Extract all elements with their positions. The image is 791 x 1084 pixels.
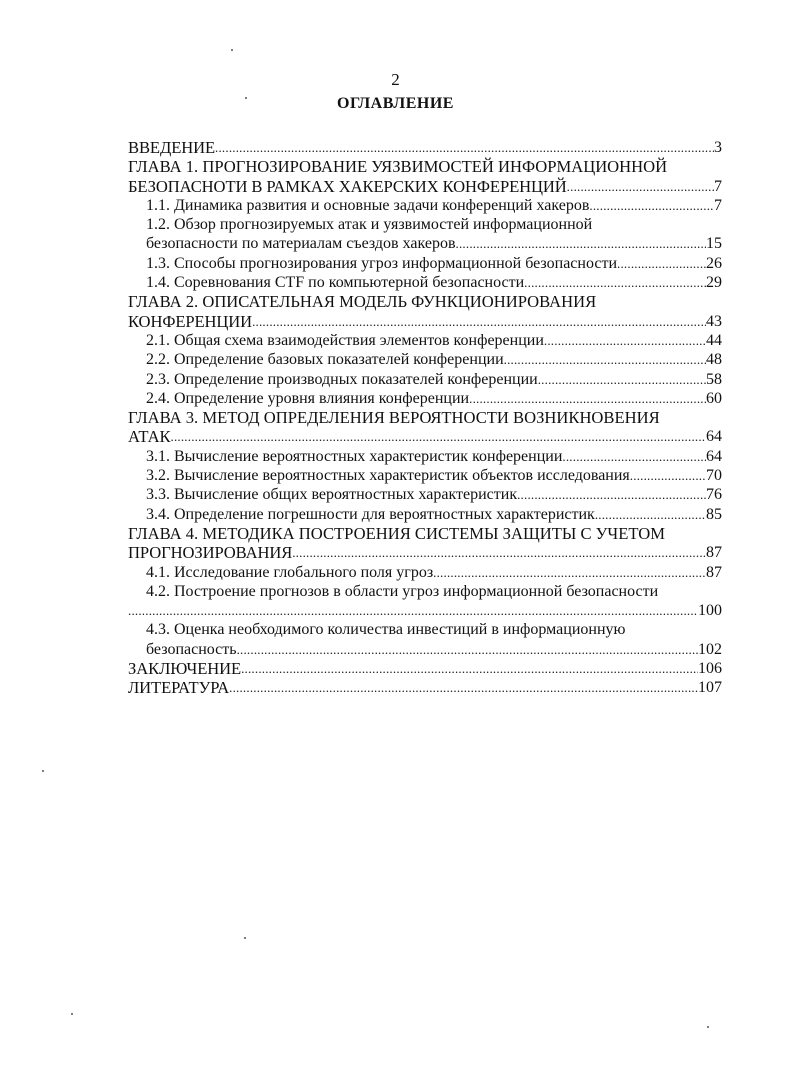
toc-entry-page: 85 bbox=[706, 505, 722, 523]
toc-entry-page: 87 bbox=[706, 563, 722, 581]
dot-leader bbox=[517, 485, 706, 504]
scan-speck bbox=[231, 49, 233, 51]
toc-entry-2-1[interactable] bbox=[128, 331, 722, 350]
dot-leader bbox=[538, 370, 706, 389]
toc-entry-title: АТАК bbox=[128, 427, 171, 447]
toc-entry-page: 43 bbox=[706, 312, 722, 330]
toc-entry-conclusion[interactable] bbox=[128, 659, 722, 678]
dot-leader bbox=[524, 273, 706, 292]
toc-entry-chapter-4[interactable] bbox=[128, 543, 722, 562]
toc-entry-title: 2.4. Определение уровня влияния конференции bbox=[146, 389, 470, 407]
toc-entry-title: БЕЗОПАСНОТИ В РАМКАХ ХАКЕРСКИХ КОНФЕРЕНЦИЙ bbox=[128, 176, 567, 196]
toc-entry-title: 3.4. Определение погрешности для вероятностных характеристик bbox=[146, 505, 595, 523]
scan-speck bbox=[244, 937, 246, 939]
toc-entry-3-4[interactable] bbox=[128, 505, 722, 524]
toc-entry-title: 3.2. Вычисление вероятностных характеристик объектов исследования bbox=[146, 467, 630, 485]
scan-speck bbox=[42, 770, 44, 772]
dot-leader bbox=[241, 659, 698, 678]
toc-entry-page: 102 bbox=[698, 640, 722, 658]
toc-entry-page: 76 bbox=[706, 486, 722, 504]
toc-entry-page: 3 bbox=[714, 139, 722, 156]
toc-entry-title: 2.2. Определение базовых показателей конференции bbox=[146, 351, 504, 369]
dot-leader bbox=[292, 543, 706, 562]
toc-entry-introduction[interactable] bbox=[128, 138, 722, 157]
dot-leader bbox=[504, 350, 706, 369]
page-number: 2 bbox=[391, 70, 400, 89]
toc-entry-page: 64 bbox=[706, 428, 722, 446]
toc-entry-page: 7 bbox=[714, 196, 722, 214]
toc-entry-2-4[interactable] bbox=[128, 389, 722, 408]
dot-leader bbox=[562, 447, 706, 466]
toc-entry-chapter-1[interactable] bbox=[128, 177, 722, 196]
dot-leader bbox=[544, 331, 706, 350]
toc-entry-4-3-heading[interactable]: 4.3. Оценка необходимого количества инвестиций в информационную bbox=[146, 621, 626, 639]
toc-entry-1-3[interactable] bbox=[128, 254, 722, 273]
toc-entry-3-2[interactable] bbox=[128, 466, 722, 485]
dot-leader bbox=[595, 505, 706, 524]
dot-leader bbox=[128, 601, 698, 620]
dot-leader bbox=[567, 177, 714, 196]
toc-entry-title: ВВЕДЕНИЕ bbox=[128, 138, 216, 157]
toc-entry-1-2-heading[interactable]: 1.2. Обзор прогнозируемых атак и уязвимостей информационной bbox=[146, 216, 593, 234]
toc-entry-page: 107 bbox=[698, 679, 722, 697]
dot-leader bbox=[237, 640, 698, 659]
table-of-contents bbox=[128, 138, 722, 698]
toc-entry-title: 1.3. Способы прогнозирования угроз информационной безопасности bbox=[146, 254, 618, 272]
scan-speck bbox=[707, 1026, 709, 1028]
toc-entry-page: 87 bbox=[706, 544, 722, 562]
toc-entry-title: 1.1. Динамика развития и основные задачи конференций хакеров bbox=[146, 196, 590, 214]
toc-entry-1-2[interactable] bbox=[128, 234, 722, 253]
toc-entry-2-3[interactable] bbox=[128, 370, 722, 389]
toc-entry-page: 29 bbox=[706, 274, 722, 292]
toc-entry-1-4[interactable] bbox=[128, 273, 722, 292]
toc-entry-chapter-3[interactable] bbox=[128, 427, 722, 446]
toc-entry-page: 60 bbox=[706, 389, 722, 407]
toc-entry-title: ПРОГНОЗИРОВАНИЯ bbox=[128, 543, 293, 563]
dot-leader bbox=[252, 312, 706, 331]
toc-entry-page: 64 bbox=[706, 447, 722, 465]
toc-chapter-4-heading[interactable]: ГЛАВА 4. МЕТОДИКА ПОСТРОЕНИЯ СИСТЕМЫ ЗАЩИТЫ С УЧЕТОМ bbox=[128, 523, 665, 543]
scan-speck bbox=[71, 1013, 73, 1015]
dot-leader bbox=[456, 234, 706, 253]
toc-entry-page: 106 bbox=[698, 660, 722, 678]
toc-entry-title: 4.1. Исследование глобального поля угроз bbox=[146, 563, 434, 581]
toc-entry-title: 3.3. Вычисление общих вероятностных характеристик bbox=[146, 486, 518, 504]
dot-leader bbox=[215, 138, 714, 157]
toc-entry-title: КОНФЕРЕНЦИИ bbox=[128, 311, 253, 331]
dot-leader bbox=[630, 466, 706, 485]
toc-entry-2-2[interactable] bbox=[128, 350, 722, 369]
toc-entry-title: безопасность bbox=[146, 640, 237, 658]
toc-chapter-3-heading[interactable]: ГЛАВА 3. МЕТОД ОПРЕДЕЛЕНИЯ ВЕРОЯТНОСТИ ВОЗНИКНОВЕНИЯ bbox=[128, 408, 660, 428]
toc-entry-title: 2.1. Общая схема взаимодействия элементов конференции bbox=[146, 331, 544, 349]
toc-entry-3-1[interactable] bbox=[128, 447, 722, 466]
toc-entry-4-1[interactable] bbox=[128, 563, 722, 582]
toc-entry-literature[interactable] bbox=[128, 678, 722, 697]
toc-entry-page: 58 bbox=[706, 370, 722, 388]
toc-entry-page: 70 bbox=[706, 467, 722, 485]
toc-entry-4-3[interactable] bbox=[128, 640, 722, 659]
toc-entry-page: 26 bbox=[706, 254, 722, 272]
dot-leader bbox=[469, 389, 706, 408]
toc-entry-page: 44 bbox=[706, 331, 722, 349]
toc-entry-title: безопасности по материалам съездов хакеров bbox=[146, 235, 456, 253]
toc-entry-title: ЗАКЛЮЧЕНИЕ bbox=[128, 659, 242, 679]
toc-entry-title: 3.1. Вычисление вероятностных характеристик конференции bbox=[146, 447, 563, 465]
toc-entry-page: 7 bbox=[714, 177, 722, 195]
toc-entry-chapter-2[interactable] bbox=[128, 312, 722, 331]
toc-entry-4-2-heading[interactable]: 4.2. Построение прогнозов в области угроз информационной безопасности bbox=[146, 582, 659, 600]
toc-entry-1-1[interactable] bbox=[128, 196, 722, 215]
toc-entry-title: 2.3. Определение производных показателей конференции bbox=[146, 370, 538, 388]
toc-entry-title: 1.4. Соревнования CTF по компьютерной безопасности bbox=[146, 274, 525, 292]
toc-entry-page: 100 bbox=[698, 602, 722, 620]
toc-title: ОГЛАВЛЕНИЕ bbox=[337, 95, 454, 112]
dot-leader bbox=[229, 678, 698, 697]
toc-entry-page: 15 bbox=[706, 235, 722, 253]
toc-entry-4-2[interactable] bbox=[128, 601, 722, 620]
toc-entry-title: ЛИТЕРАТУРА bbox=[128, 678, 230, 698]
toc-chapter-2-heading[interactable]: ГЛАВА 2. ОПИСАТЕЛЬНАЯ МОДЕЛЬ ФУНКЦИОНИРОВАНИЯ bbox=[128, 292, 597, 312]
dot-leader bbox=[589, 196, 714, 215]
dot-leader bbox=[171, 427, 707, 446]
toc-entry-3-3[interactable] bbox=[128, 485, 722, 504]
scan-speck bbox=[245, 97, 247, 99]
dot-leader bbox=[617, 254, 706, 273]
toc-chapter-1-heading[interactable]: ГЛАВА 1. ПРОГНОЗИРОВАНИЕ УЯЗВИМОСТЕЙ ИНФОРМАЦИОННОЙ bbox=[128, 157, 668, 177]
dot-leader bbox=[433, 563, 706, 582]
toc-entry-page: 48 bbox=[706, 351, 722, 369]
